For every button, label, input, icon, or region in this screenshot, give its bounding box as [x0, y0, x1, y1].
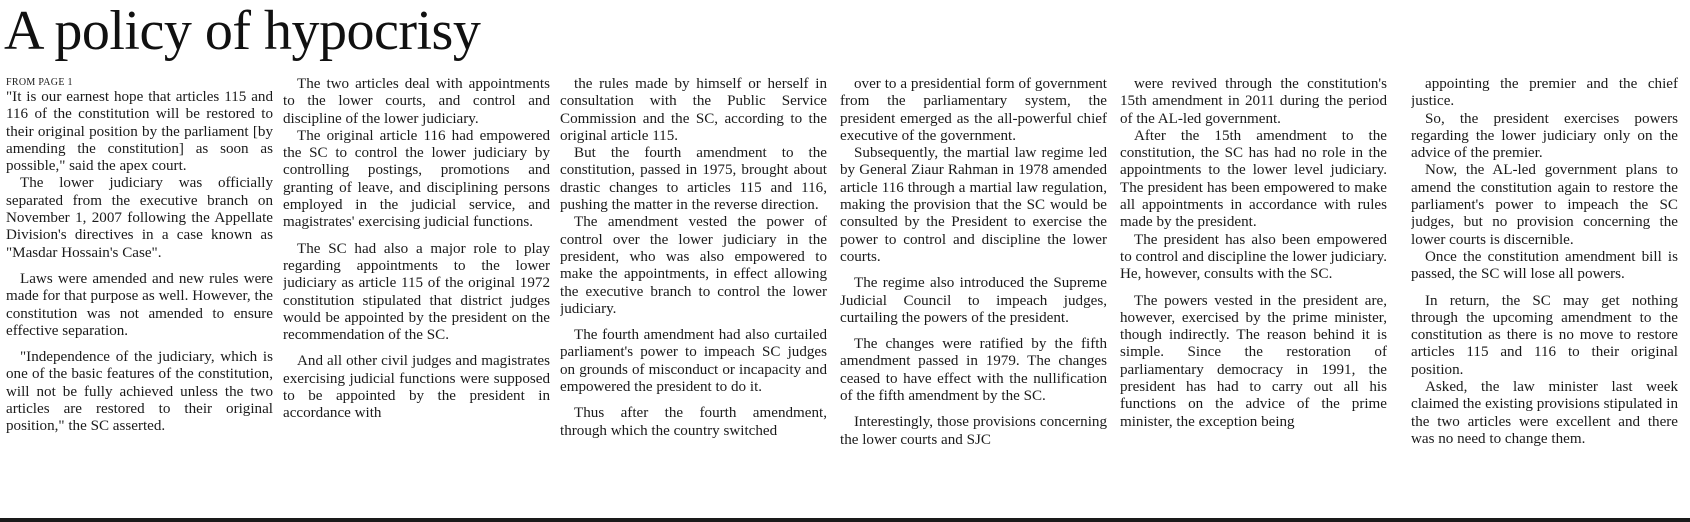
column-5 [1120, 76, 1387, 514]
paragraph: The fourth amendment had also curtailed parliament's power to impeach SC judges on grounds of misconduct or incapacity and empowered the president to do it. [560, 327, 827, 396]
paragraph: Once the constitution amendment bill is passed, the SC will lose all powers. [1411, 248, 1678, 283]
paragraph: Now, the AL-led government plans to amend the constitution again to restore the parliament's power to impeach the SC judges, but no provision concerning the lower courts is discernible. [1411, 162, 1678, 248]
paragraph: "It is our earnest hope that articles 115 and 116 of the constitution will be restored to their original position by the parliament [by amending the constitution] as soon as possible," said the apex court. [6, 89, 273, 175]
paragraph: Laws were amended and new rules were made for that purpose as well. However, the constitution was not amended to ensure effective separation. [6, 270, 273, 339]
paragraph: The powers vested in the president are, however, exercised by the prime minister, though indirectly. The reason behind it is simple. Since the restoration of parliamentary democracy in 1991, the president has had to carry out all his functions on the advice of the prime minister, the exception being [1120, 292, 1387, 430]
kicker-from-page: FROM PAGE 1 [6, 77, 73, 88]
paragraph: The original article 116 had empowered the SC to control the lower judiciary by controlling postings, promotions and granting of leave, and disciplining persons employed in the judicial service, and magistrates' exercising judicial functions. [283, 127, 550, 231]
paragraph: The two articles deal with appointments to the lower courts, and control and discipline of the lower judiciary. [283, 76, 550, 127]
paragraph: And all other civil judges and magistrates exercising judicial functions were supposed to be appointed by the president in accordance with [283, 353, 550, 422]
paragraph: The president has also been empowered to control and discipline the lower judiciary. He, however, consults with the SC. [1120, 231, 1387, 283]
paragraph: were revived through the constitution's 15th amendment in 2011 during the period of the AL-led government. [1120, 76, 1387, 127]
paragraph: the rules made by himself or herself in consultation with the Public Service Commission and the SC, according to the original article 115. [560, 76, 827, 144]
paragraph: Subsequently, the martial law regime led by General Ziaur Rahman in 1978 amended article 116 through a martial law regulation, making the provision that the SC would be consulted by the President to exercise the power to control and discipline the lower courts. [840, 145, 1107, 265]
paragraph: So, the president exercises powers regarding the lower judiciary only on the advice of the premier. [1411, 110, 1678, 162]
column-2 [283, 76, 550, 514]
paragraph: The amendment vested the power of control over the lower judiciary in the president, who was also empowered to make the appointments, in effect allowing the executive branch to control the lower judiciary. [560, 214, 827, 317]
paragraph: Thus after the fourth amendment, through which the country switched [560, 405, 827, 439]
paragraph: "Independence of the judiciary, which is one of the basic features of the constitution, will not be fully achieved unless the two articles are restored to their original position," the SC asserted. [6, 349, 273, 435]
paragraph: After the 15th amendment to the constitution, the SC has had no role in the appointments to the lower level judiciary. The president has been empowered to make all appointments in accordance with rules made by the president. [1120, 127, 1387, 231]
column-4 [840, 76, 1107, 514]
paragraph: appointing the premier and the chief justice. [1411, 76, 1678, 110]
column-3 [560, 76, 827, 514]
bottom-rule [0, 518, 1690, 522]
paragraph: But the fourth amendment to the constitution, passed in 1975, brought about drastic changes to articles 115 and 116, pushing the matter in the reverse direction. [560, 145, 827, 214]
column-1 [6, 76, 273, 514]
headline: A policy of hypocrisy [4, 0, 481, 62]
paragraph: The regime also introduced the Supreme Judicial Council to impeach judges, curtailing the powers of the president. [840, 275, 1107, 326]
paragraph: over to a presidential form of government from the parliamentary system, the president emerged as the all-powerful chief executive of the government. [840, 76, 1107, 144]
paragraph: Asked, the law minister last week claimed the existing provisions stipulated in the two articles were excellent and there was no need to change them. [1411, 379, 1678, 447]
paragraph: The SC had also a major role to play regarding appointments to the lower judiciary as article 115 of the original 1972 constitution stipulated that district judges would be appointed by the president on the recommendation of the SC. [283, 240, 550, 344]
paragraph: The lower judiciary was officially separated from the executive branch on November 1, 2007 following the Appellate Division's directives in a case known as "Masdar Hossain's Case". [6, 175, 273, 261]
paragraph: Interestingly, those provisions concerning the lower courts and SJC [840, 414, 1107, 448]
paragraph: The changes were ratified by the fifth amendment passed in 1979. The changes ceased to have effect with the nullification of the fifth amendment by the SC. [840, 336, 1107, 405]
article-body [6, 76, 1686, 514]
column-6 [1411, 76, 1678, 514]
paragraph: In return, the SC may get nothing through the upcoming amendment to the constitution as there is no move to restore articles 115 and 116 to their original position. [1411, 292, 1678, 378]
